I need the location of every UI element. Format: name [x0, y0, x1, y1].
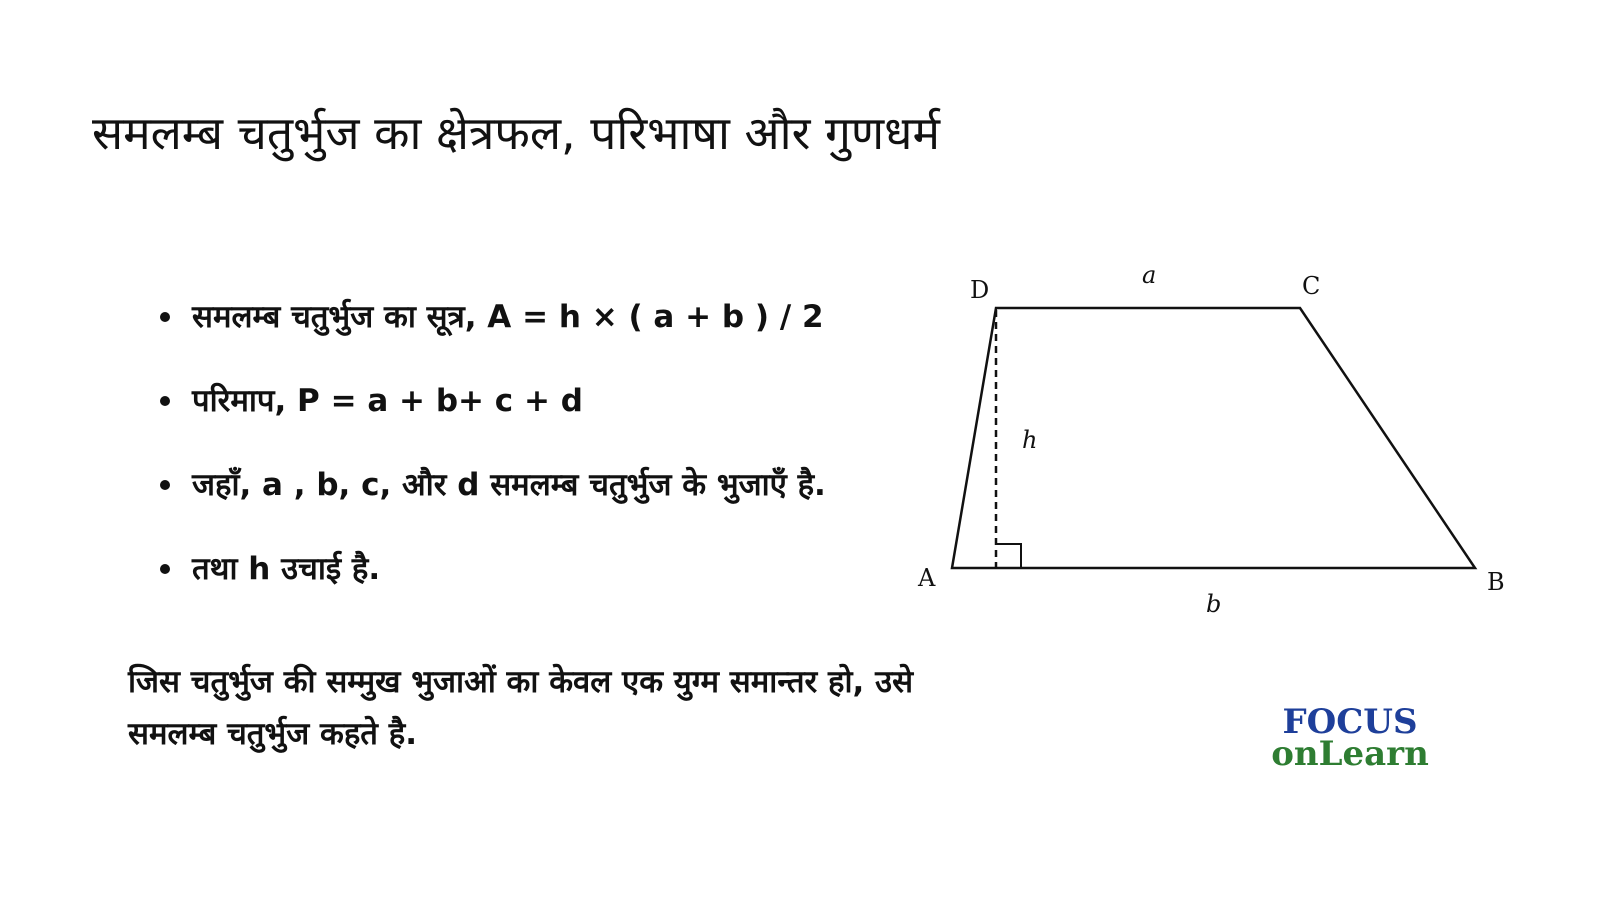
bullet-dot-icon [160, 396, 170, 406]
logo-line-2: onLearn [1271, 734, 1429, 774]
side-label-a: a [1142, 261, 1157, 289]
list-item [160, 454, 826, 538]
logo-line-1: FOCUS [1282, 702, 1418, 742]
bullet-dot-icon [160, 564, 170, 574]
vertex-label-c: C [1302, 272, 1321, 300]
list-item [160, 538, 826, 622]
bullet-dot-icon [160, 480, 170, 490]
perimeter-formula: परिमाप, P = a + b+ c + d [192, 383, 583, 419]
list-item [160, 370, 826, 454]
vertex-label-a: A [918, 564, 936, 592]
focus-onlearn-logo [1250, 702, 1450, 774]
definition-text [128, 656, 1168, 760]
sides-note: जहाँ, a , b, c, और d समलम्ब चतुर्भुज के भुजाएँ है. [192, 467, 826, 503]
definition-line-2: समलम्ब चतुर्भुज कहते है. [128, 716, 417, 752]
vertex-label-d: D [970, 276, 990, 304]
area-formula: समलम्ब चतुर्भुज का सूत्र, A = h × ( a + b ) / 2 [192, 299, 824, 335]
bullet-dot-icon [160, 312, 170, 322]
height-note: तथा h उचाई है. [192, 551, 381, 587]
height-label-h: h [1022, 426, 1038, 454]
trapezium-diagram [900, 250, 1540, 640]
right-angle-marker [996, 544, 1021, 568]
formula-list [160, 286, 826, 622]
page-title: समलम्ब चतुर्भुज का क्षेत्रफल, परिभाषा और गुणधर्म [92, 106, 940, 160]
side-label-b: b [1206, 590, 1222, 618]
vertex-label-b: B [1487, 568, 1505, 596]
definition-line-1: जिस चतुर्भुज की सम्मुख भुजाओं का केवल एक युग्म समान्तर हो, उसे [128, 664, 914, 700]
list-item [160, 286, 826, 370]
